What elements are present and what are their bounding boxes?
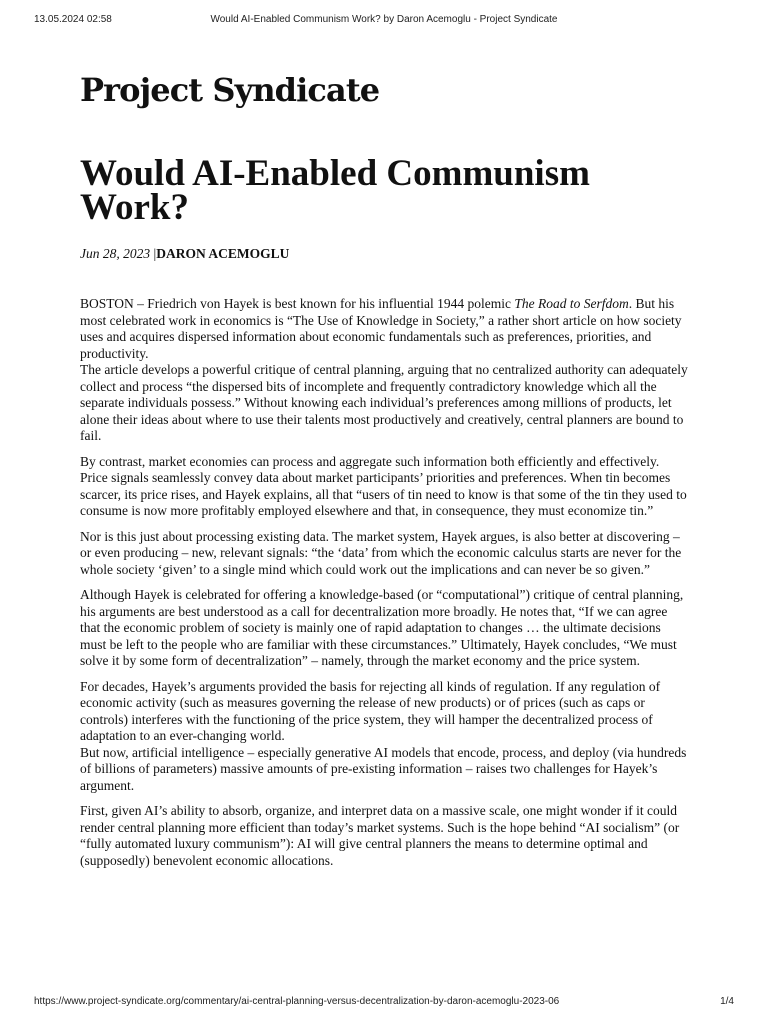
print-title: Would AI-Enabled Communism Work? by Daron Acemoglu - Project Syndicate [210, 14, 558, 25]
print-date: 13.05.2024 02:58 [34, 14, 112, 25]
publish-date: Jun 28, 2023 [80, 246, 151, 261]
paragraph: Although Hayek is celebrated for offering a knowledge-based (or “computational”) critique of central planning, his arguments are best understood as a call for decentralization more broadly. He notes that, “If we can agree that the economic problem of society is mainly one of rapid adaptation to changes … the ultimate decisions must be left to the people who are familiar with these circumstances.” Ultimately, Hayek concludes, “We must solve it by some form of decentralization” – namely, through the market economy and the price system. [80, 587, 684, 668]
paragraph: The article develops a powerful critique of central planning, arguing that no centralized authority can adequately collect and process “the dispersed bits of incomplete and frequently contradictory knowledge which all the separate individuals possess.” Without knowing each individual’s preferences among millions of products, let alone their ideas about where to use their talents most productively and creatively, central planners are bound to fail. [80, 362, 688, 443]
print-footer [34, 996, 734, 1012]
byline-separator: | [150, 246, 157, 261]
print-url: https://www.project-syndicate.org/commentary/ai-central-planning-versus-decentralization-by-daron-acemoglu-2023-06 [34, 996, 560, 1007]
paragraph-text: . But his most celebrated work in economics is “The Use of Knowledge in Society,” a rather short article on how society uses and acquires dispersed information about economic fundamentals such as preferences, priorities, and productivity. [80, 296, 682, 361]
article-body [80, 296, 690, 869]
article-content [80, 66, 690, 869]
page-number: 1/4 [720, 996, 734, 1007]
paragraph-text: BOSTON – Friedrich von Hayek is best known for his influential 1944 polemic [80, 296, 515, 311]
paragraph: But now, artificial intelligence – especially generative AI models that encode, process, and deploy (via hundreds of billions of parameters) massive amounts of pre-existing information – raises two challenges for Hayek’s argument. [80, 744, 687, 793]
byline [80, 245, 690, 263]
paragraph [80, 296, 690, 362]
paragraph: By contrast, market economies can process and aggregate such information both efficiently and effectively. Price signals seamlessly convey data about market participants’ priorities and preferences. When tin becomes scarcer, its price rises, and Hayek explains, all that “users of tin need to know is that some of the tin they used to consume is now more profitably employed elsewhere and that, in consequence, they must economize tin.” [80, 453, 687, 518]
paragraph: For decades, Hayek’s arguments provided the basis for rejecting all kinds of regulation. If any regulation of economic activity (such as measures governing the release of new products) or of prices (such as caps or controls) interferes with the functioning of the price system, they will hamper the decentralized process of adaptation to an ever-changing world. [80, 678, 661, 743]
article-headline: Would AI-Enabled Communism Work? [80, 153, 590, 228]
book-title: The Road to Serfdom [514, 296, 629, 311]
print-header [34, 14, 734, 30]
paragraph: First, given AI’s ability to absorb, organize, and interpret data on a massive scale, one might wonder if it could render central planning more efficient than today’s market systems. Such is the hope behind “AI socialism” (or “fully automated luxury communism”): AI will give central planners the means to determine optimal and (supposedly) benevolent economic allocations. [80, 803, 680, 868]
site-logo[interactable]: Project Syndicate [80, 71, 380, 109]
paragraph: Nor is this just about processing existing data. The market system, Hayek argues, is also better at discovering – or even producing – new, relevant signals: “the ‘data’ from which the economic calculus starts are never for the whole society ‘given’ to a single mind which could work out the implications and can never be so given.” [80, 528, 682, 577]
author-name[interactable]: DARON ACEMOGLU [156, 246, 290, 261]
